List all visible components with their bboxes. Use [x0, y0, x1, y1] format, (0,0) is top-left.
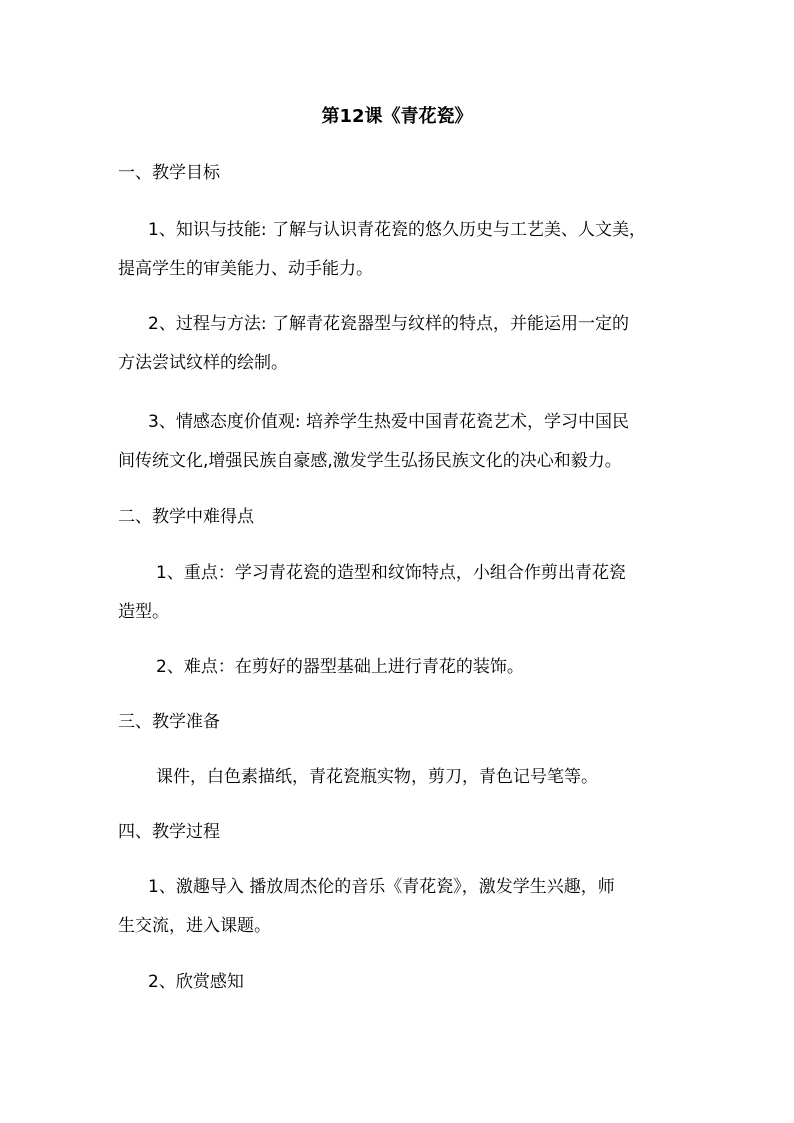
process-item-1-line-1: 1、激趣导入 播放周杰伦的音乐《青花瓷》，激发学生兴趣，师: [148, 877, 615, 897]
objective-item-2-line-2: 方法尝试纹样的绘制。: [118, 353, 288, 373]
preparation-text: [118, 758, 684, 797]
process-item-1: [118, 868, 684, 946]
document-title: 第12课《青花瓷》: [321, 106, 473, 127]
objective-item-3: [118, 403, 684, 481]
key-point-item-1-line-1: 1、重点：学习青花瓷的造型和纹饰特点，小组合作剪出青花瓷: [156, 563, 626, 583]
process-item-2: [118, 963, 684, 1002]
process-item-1-line-2: 生交流，进入课题。: [118, 916, 271, 936]
section-heading-key-points: 二、教学中难得点: [118, 507, 254, 527]
objective-item-3-line-2: 间传统文化,增强民族自豪感,激发学生弘扬民族文化的决心和毅力。: [118, 451, 622, 471]
objective-item-2: [118, 305, 684, 383]
key-point-item-1: [118, 554, 684, 632]
section-heading-preparation: 三、教学准备: [118, 712, 220, 732]
preparation-text-line: 课件，白色素描纸，青花瓷瓶实物，剪刀，青色记号笔等。: [156, 767, 598, 787]
objective-item-3-line-1: 3、情感态度价值观: 培养学生热爱中国青花瓷艺术，学习中国民: [148, 412, 629, 432]
objective-item-2-line-1: 2、过程与方法: 了解青花瓷器型与纹样的特点，并能运用一定的: [148, 314, 629, 334]
process-item-2-line-1: 2、欣赏感知: [148, 972, 244, 992]
section-heading-process: 四、教学过程: [118, 822, 220, 842]
objective-item-1-line-1: 1、知识与技能: 了解与认识青花瓷的悠久历史与工艺美、人文美，: [148, 220, 646, 240]
objective-item-1: [118, 211, 684, 289]
key-point-item-2-line-1: 2、难点：在剪好的器型基础上进行青花的装饰。: [156, 657, 524, 677]
key-point-item-1-line-2: 造型。: [118, 602, 169, 622]
key-point-item-2: [118, 648, 684, 687]
objective-item-1-line-2: 提高学生的审美能力、动手能力。: [118, 259, 373, 279]
section-heading-objectives: 一、教学目标: [118, 163, 220, 183]
